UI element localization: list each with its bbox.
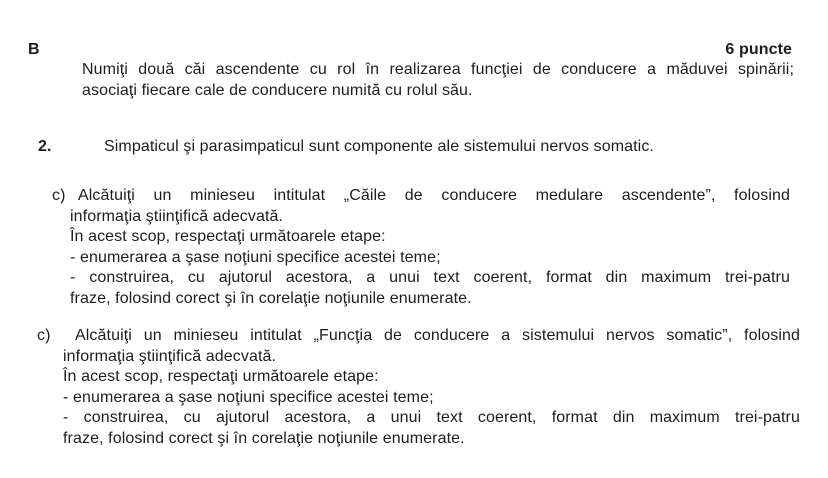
task-c2-line-4: - enumerarea a şase noţiuni specifice acestei teme; [63,388,434,406]
intro-line-1: Numiţi două căi ascendente cu rol în realizarea funcţiei de conducere a măduvei spinării; [82,61,794,78]
task-c1-line-2: informaţia ştiinţifică adecvată. [70,207,284,225]
task-c1-line-4: - enumerarea a şase noţiuni specifice acestei teme; [70,248,441,266]
task-c2-line-3: În acest scop, respectaţi următoarele etape: [63,368,379,385]
intro-line-2: asociaţi fiecare cale de conducere numită cu rolul său. [82,82,473,99]
task-c1-line-5: - construirea, cu ajutorul acestora, a unui text coerent, format din maximum trei-patru [70,269,790,286]
item-2 [38,136,798,157]
intro-paragraph [82,59,794,101]
task-c2-marker: c) [37,327,51,344]
task-c2-line-2: informaţia ştiinţifică adecvată. [63,347,277,365]
points-badge: 6 puncte [725,41,792,58]
task-c2-line-5: - construirea, cu ajutorul acestora, a unui text coerent, format din maximum trei-patru [63,409,800,426]
task-c1-line-6: fraze, folosind corect şi în corelaţie noţiunile enumerate. [70,289,472,307]
task-c2 [37,326,800,449]
task-c1-marker: c) [52,187,66,204]
task-c1-line-3: În acest scop, respectaţi următoarele etape: [70,228,386,245]
task-c1 [52,186,790,309]
section-label: B [28,41,40,58]
item-2-number: 2. [38,138,52,155]
task-c2-line-1: Alcătuiţi un minieseu intitulat „Funcţia de conducere a sistemului nervos somatic”, folosind [75,327,800,344]
task-c1-line-1: Alcătuiţi un minieseu intitulat „Căile de conducere medulare ascendente”, folosind [78,187,790,204]
item-2-text: Simpaticul şi parasimpaticul sunt componente ale sistemului nervos somatic. [104,138,654,155]
task-c2-line-6: fraze, folosind corect şi în corelaţie noţiunile enumerate. [63,429,465,447]
